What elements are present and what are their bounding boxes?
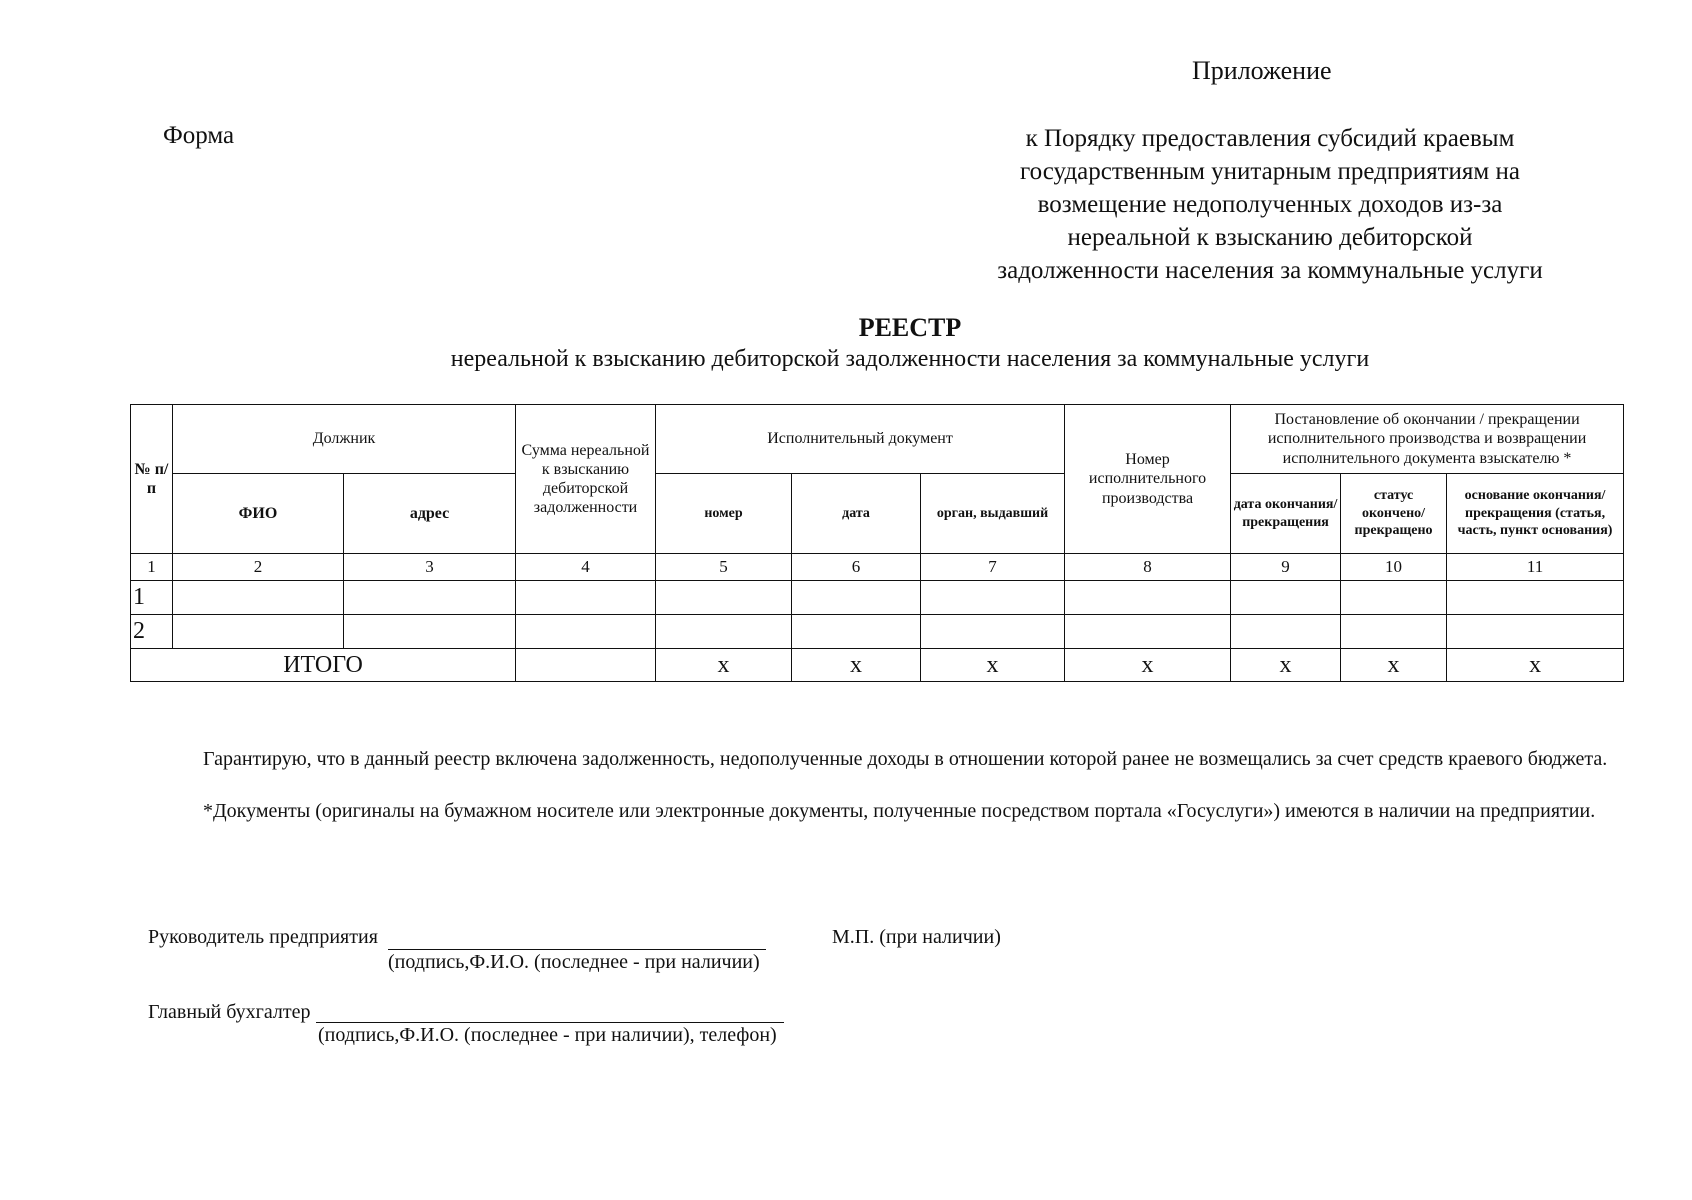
header-sum: Сумма нереальной к взысканию дебиторской задолженности <box>516 405 656 554</box>
cell-end-date <box>1231 615 1341 649</box>
cell-doc-number <box>656 581 792 615</box>
header-status: статус окончено/ прекращено <box>1341 474 1447 554</box>
head-signature-line <box>388 949 766 950</box>
document-subtitle: нереальной к взысканию дебиторской задолженности населения за коммунальные услуги <box>450 346 1370 372</box>
header-doc-issuer: орган, выдавший <box>921 474 1065 554</box>
total-mark: x <box>656 649 792 682</box>
total-label: ИТОГО <box>131 649 516 682</box>
header-resolution: Постановление об окончании / прекращении исполнительного производства и возвращении исполнительного документа взыскателю * <box>1231 405 1624 474</box>
cell-fio <box>173 615 344 649</box>
cell-end-date <box>1231 581 1341 615</box>
note-paragraph: *Документы (оригиналы на бумажном носителе или электронные документы, полученные посредством портала «Госуслуги») имеются в наличии на предприятии. <box>203 800 1596 822</box>
cell-address <box>344 581 516 615</box>
total-mark: x <box>921 649 1065 682</box>
appendix-reference-line: нереальной к взысканию дебиторской <box>1067 224 1473 251</box>
accountant-signature-line <box>316 1022 784 1023</box>
header-num: № п/п <box>131 405 173 554</box>
column-number: 2 <box>173 554 344 581</box>
header-proceedings-number: Номер исполнительного производства <box>1065 405 1231 554</box>
appendix-reference-line: задолженности населения за коммунальные услуги <box>997 257 1543 284</box>
total-mark: x <box>1231 649 1341 682</box>
total-mark: x <box>1341 649 1447 682</box>
total-sum <box>516 649 656 682</box>
cell-sum <box>516 615 656 649</box>
cell-doc-date <box>792 615 921 649</box>
column-number: 1 <box>131 554 173 581</box>
table-row <box>131 615 1624 649</box>
column-number: 7 <box>921 554 1065 581</box>
column-number: 10 <box>1341 554 1447 581</box>
head-signature-label: Руководитель предприятия <box>148 926 378 948</box>
seal-label: М.П. (при наличии) <box>832 926 1001 948</box>
column-number: 9 <box>1231 554 1341 581</box>
cell-doc-number <box>656 615 792 649</box>
table-row <box>131 581 1624 615</box>
header-address: адрес <box>344 474 516 554</box>
cell-basis <box>1447 581 1624 615</box>
cell-doc-issuer <box>921 581 1065 615</box>
appendix-reference-line: возмещение недополученных доходов из-за <box>1037 191 1503 218</box>
header-exec-doc: Исполнительный документ <box>656 405 1065 474</box>
head-signature-caption: (подпись,Ф.И.О. (последнее - при наличии) <box>388 951 760 973</box>
cell-doc-issuer <box>921 615 1065 649</box>
cell-basis <box>1447 615 1624 649</box>
column-number: 8 <box>1065 554 1231 581</box>
cell-address <box>344 615 516 649</box>
header-end-date: дата окончания/ прекращения <box>1231 474 1341 554</box>
total-mark: x <box>1065 649 1231 682</box>
row-number: 2 <box>131 615 173 649</box>
total-mark: x <box>792 649 921 682</box>
column-number: 6 <box>792 554 921 581</box>
header-fio: ФИО <box>173 474 344 554</box>
appendix-reference-line: к Порядку предоставления субсидий краевым <box>1025 125 1515 152</box>
cell-status <box>1341 581 1447 615</box>
total-mark: x <box>1447 649 1624 682</box>
registry-table <box>130 404 1624 682</box>
column-number: 3 <box>344 554 516 581</box>
cell-proceedings-number <box>1065 581 1231 615</box>
total-row <box>131 649 1624 682</box>
cell-fio <box>173 581 344 615</box>
row-number: 1 <box>131 581 173 615</box>
document-title: РЕЕСТР <box>858 313 962 342</box>
cell-doc-date <box>792 581 921 615</box>
appendix-reference <box>940 122 1600 287</box>
header-debtor: Должник <box>173 405 516 474</box>
cell-proceedings-number <box>1065 615 1231 649</box>
column-number: 4 <box>516 554 656 581</box>
header-basis: основание окончания/прекращения (статья, часть, пункт основания) <box>1447 474 1624 554</box>
accountant-signature-label: Главный бухгалтер <box>148 1001 311 1023</box>
accountant-signature-caption: (подпись,Ф.И.О. (последнее - при наличии), телефон) <box>318 1024 777 1046</box>
appendix-reference-line: государственным унитарным предприятиям на <box>1020 158 1520 185</box>
cell-status <box>1341 615 1447 649</box>
form-label: Форма <box>163 122 235 149</box>
header-doc-date: дата <box>792 474 921 554</box>
appendix-title: Приложение <box>1192 56 1332 85</box>
column-number: 11 <box>1447 554 1624 581</box>
guarantee-paragraph: Гарантирую, что в данный реестр включена задолженность, недополученные доходы в отношении которой ранее не возмещались за счет средств краевого бюджета. <box>203 748 1608 770</box>
cell-sum <box>516 581 656 615</box>
column-number: 5 <box>656 554 792 581</box>
header-doc-number: номер <box>656 474 792 554</box>
